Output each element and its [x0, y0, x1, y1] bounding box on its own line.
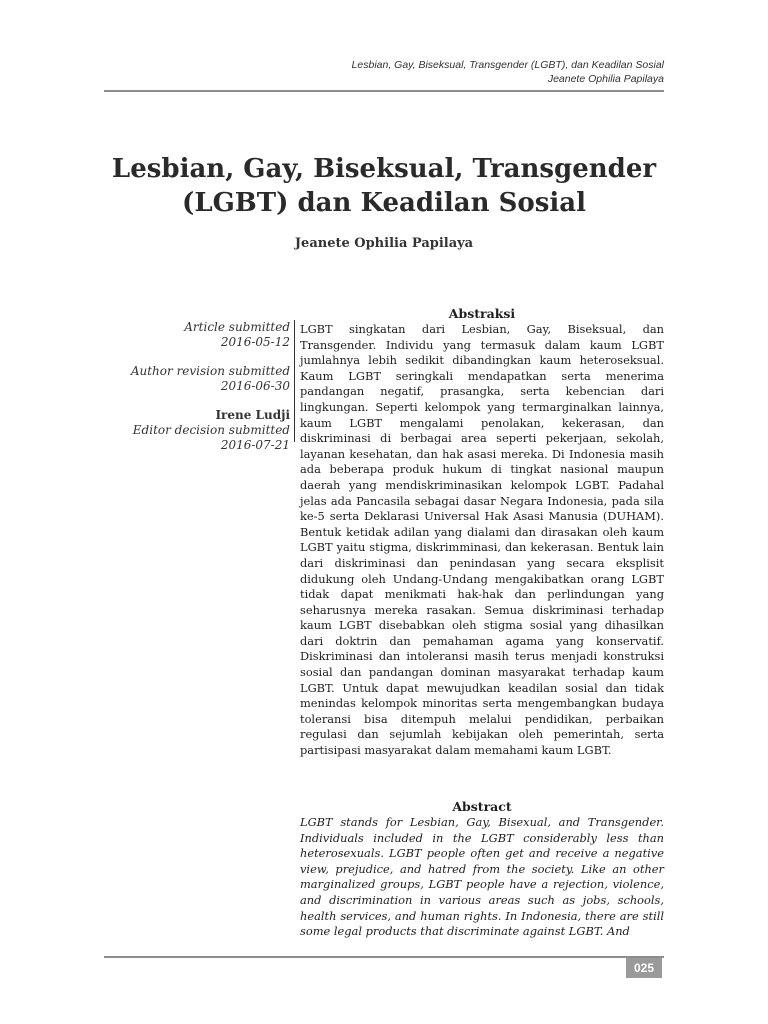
decision-date: 2016-07-21 [220, 438, 290, 452]
abstract-text: LGBT stands for Lesbian, Gay, Bisexual, and Transgender. Individuals included in the LGBT considerably less than heterosexuals. LGBT people often get and receive a negative view, prejudice, and hatred from the society. Like an other marginalized groups, LGBT people have a rejection, violence, and discrimination in various areas such as jobs, schools, health services, and human rights. In Indonesia, there are still some legal products that discriminate against LGBT. And [300, 815, 664, 939]
revision-date: 2016-06-30 [220, 379, 290, 393]
abstract-heading: Abstract [452, 799, 512, 814]
article-author: Jeanete Ophilia Papilaya [294, 236, 474, 251]
title-line-2: (LGBT) dan Keadilan Sosial [182, 188, 586, 218]
revision-label: Author revision submitted [130, 364, 290, 378]
running-header [352, 58, 664, 86]
page-number: 025 [626, 958, 662, 978]
title-line-1: Lesbian, Gay, Biseksual, Transgender [111, 154, 657, 184]
running-author: Jeanete Ophilia Papilaya [547, 73, 664, 85]
abstrak-section [300, 306, 664, 759]
decision-label: Editor decision submitted [132, 423, 290, 437]
abstract-section [300, 799, 664, 940]
article-title [104, 152, 664, 220]
running-title: Lesbian, Gay, Biseksual, Transgender (LGBT), dan Keadilan Sosial [351, 59, 664, 71]
header-rule [104, 90, 664, 92]
submitted-date: 2016-05-12 [220, 335, 290, 349]
sidebar-divider [294, 320, 295, 442]
editor-name: Irene Ludji [215, 408, 290, 422]
submitted-label: Article submitted [184, 320, 290, 334]
submission-info [104, 320, 290, 453]
abstrak-text: LGBT singkatan dari Lesbian, Gay, Biseksual, dan Transgender. Individu yang termasuk dalam kaum LGBT jumlahnya lebih sedikit dibandingkan kaum heteroseksual. Kaum LGBT seringkali mendapatkan serta menerima pandangan negatif, prasangka, serta kebencian dari lingkungan. Seperti kelompok yang termarginalkan lainnya, kaum LGBT mengalami penolakan, kekerasan, dan diskriminasi di berbagai area seperti pekerjaan, sekolah, layanan kesehatan, dan hak asasi mereka. Di Indonesia masih ada beberapa produk hukum di tingkat nasional maupun daerah yang mendiskriminasikan kelompok LGBT. Padahal jelas ada Pancasila sebagai dasar Negara Indonesia, pada sila ke-5 serta Deklarasi Universal Hak Asasi Manusia (DUHAM). Bentuk ketidak adilan yang dialami dan dirasakan oleh kaum LGBT yaitu stigma, diskrimminasi, dan kekerasan. Bentuk lain dari diskriminasi dan penindasan yang secara eksplisit didukung oleh Undang-Undang mengakibatkan orang LGBT tidak dapat menikmati hak-hak dan perlindungan yang seharusnya mereka rasakan. Semua diskriminasi terhadap kaum LGBT disebabkan oleh stigma sosial yang dihasilkan dari doktrin dan pemahaman agama yang konservatif. Diskriminasi dan intoleransi masih terus menjadi konstruksi sosial dan pandangan dominan masyarakat terhadap kaum LGBT. Untuk dapat mewujudkan keadilan sosial dan tidak menindas kelompok minoritas serta mengembangkan budaya toleransi bisa ditempuh melalui pendidikan, perbaikan regulasi dan sejumlah kebijakan oleh pemerintah, serta partisipasi masyarakat dalam memahami kaum LGBT. [300, 322, 664, 758]
footer-rule [104, 956, 664, 958]
abstrak-heading: Abstraksi [448, 306, 516, 321]
